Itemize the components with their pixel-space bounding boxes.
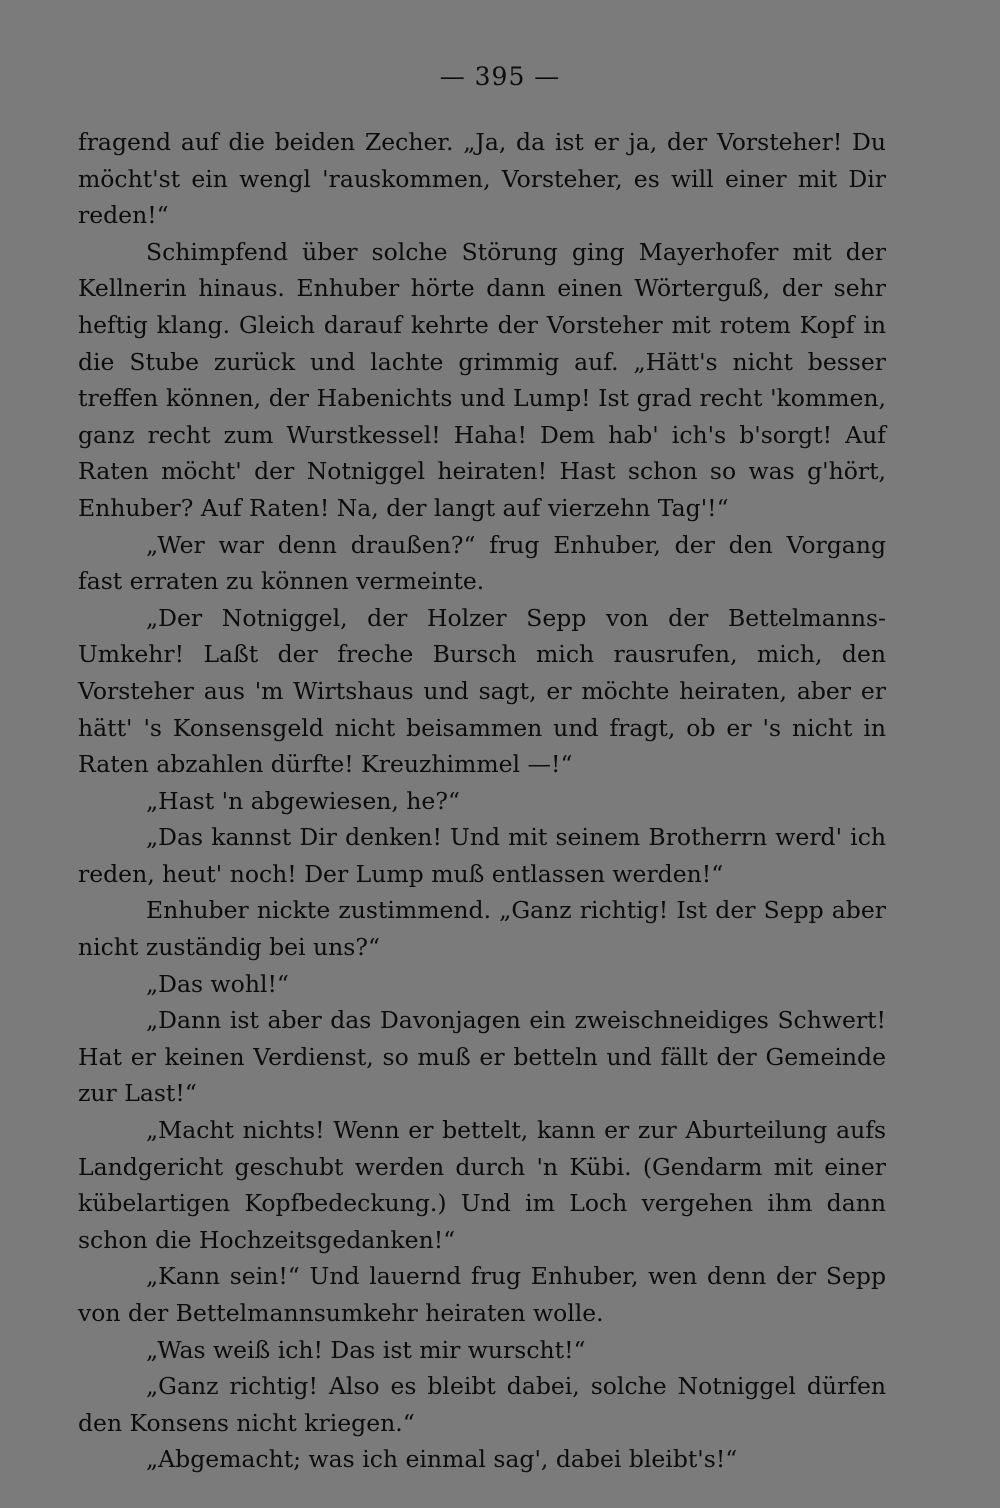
paragraph: „Macht nichts! Wenn er bettelt, kann er zur Aburteilung aufs Landgericht geschubt werden durch 'n Kübi. (Gendarm mit einer kübelartigen Kopfbedeckung.) Und im Loch vergehen ihm dann schon die Hochzeitsgedanken!“	[78, 1116, 886, 1254]
paragraph: „Das wohl!“	[146, 969, 289, 998]
paragraph: Enhuber nickte zustimmend. „Ganz richtig! Ist der Sepp aber nicht zuständig bei uns?“	[78, 896, 886, 962]
paragraph: „Abgemacht; was ich einmal sag', dabei bleibt's!“	[146, 1445, 738, 1474]
paragraph: „Hast 'n abgewiesen, he?“	[146, 786, 460, 815]
paragraph: „Das kannst Dir denken! Und mit seinem Brotherrn werd' ich reden, heut' noch! Der Lump muß entlassen werden!“	[78, 823, 886, 888]
paragraph: „Dann ist aber das Davonjagen ein zweischneidiges Schwert! Hat er keinen Verdienst, so muß er betteln und fällt der Gemeinde zur Last!“	[78, 1006, 886, 1108]
paragraph: „Ganz richtig! Also es bleibt dabei, solche Notniggel dürfen den Konsens nicht kriegen.“	[78, 1372, 886, 1437]
paragraph: „Wer war denn draußen?“ frug Enhuber, der den Vorgang fast erraten zu können vermeinte.	[78, 530, 886, 596]
page-body	[78, 124, 886, 1478]
paragraph-continuation: fragend auf die beiden Zecher. „Ja, da ist er ja, der Vorsteher! Du möcht'st ein wengl 'rauskommen, Vorsteher, es will einer mit Dir reden!“	[78, 128, 886, 230]
page-number: — 395 —	[439, 62, 561, 91]
paragraph: „Was weiß ich! Das ist mir wurscht!“	[146, 1335, 586, 1364]
paragraph: „Der Notniggel, der Holzer Sepp von der Bettelmanns-Umkehr! Laßt der freche Bursch mich rausrufen, mich, den Vorsteher aus 'm Wirtshaus und sagt, er möchte heiraten, aber er hätt' 's Konsensgeld nicht beisammen und fragt, ob er 's nicht in Raten abzahlen dürfte! Kreuzhimmel —!“	[78, 603, 886, 779]
paragraph: „Kann sein!“ Und lauernd frug Enhuber, wen denn der Sepp von der Bettelmannsumkehr heiraten wolle.	[78, 1262, 886, 1327]
paragraph: Schimpfend über solche Störung ging Mayerhofer mit der Kellnerin hinaus. Enhuber hörte dann einen Wörterguß, der sehr heftig klang. Gleich darauf kehrte der Vorsteher mit rotem Kopf in die Stube zurück und lachte grimmig auf. „Hätt's nicht besser treffen können, der Habenichts und Lump! Ist grad recht 'kommen, ganz recht zum Wurstkessel! Haha! Dem hab' ich's b'sorgt! Auf Raten möcht' der Notniggel heiraten! Hast schon so was g'hört, Enhuber? Auf Raten! Na, der langt auf vierzehn Tag'!“	[78, 237, 886, 522]
